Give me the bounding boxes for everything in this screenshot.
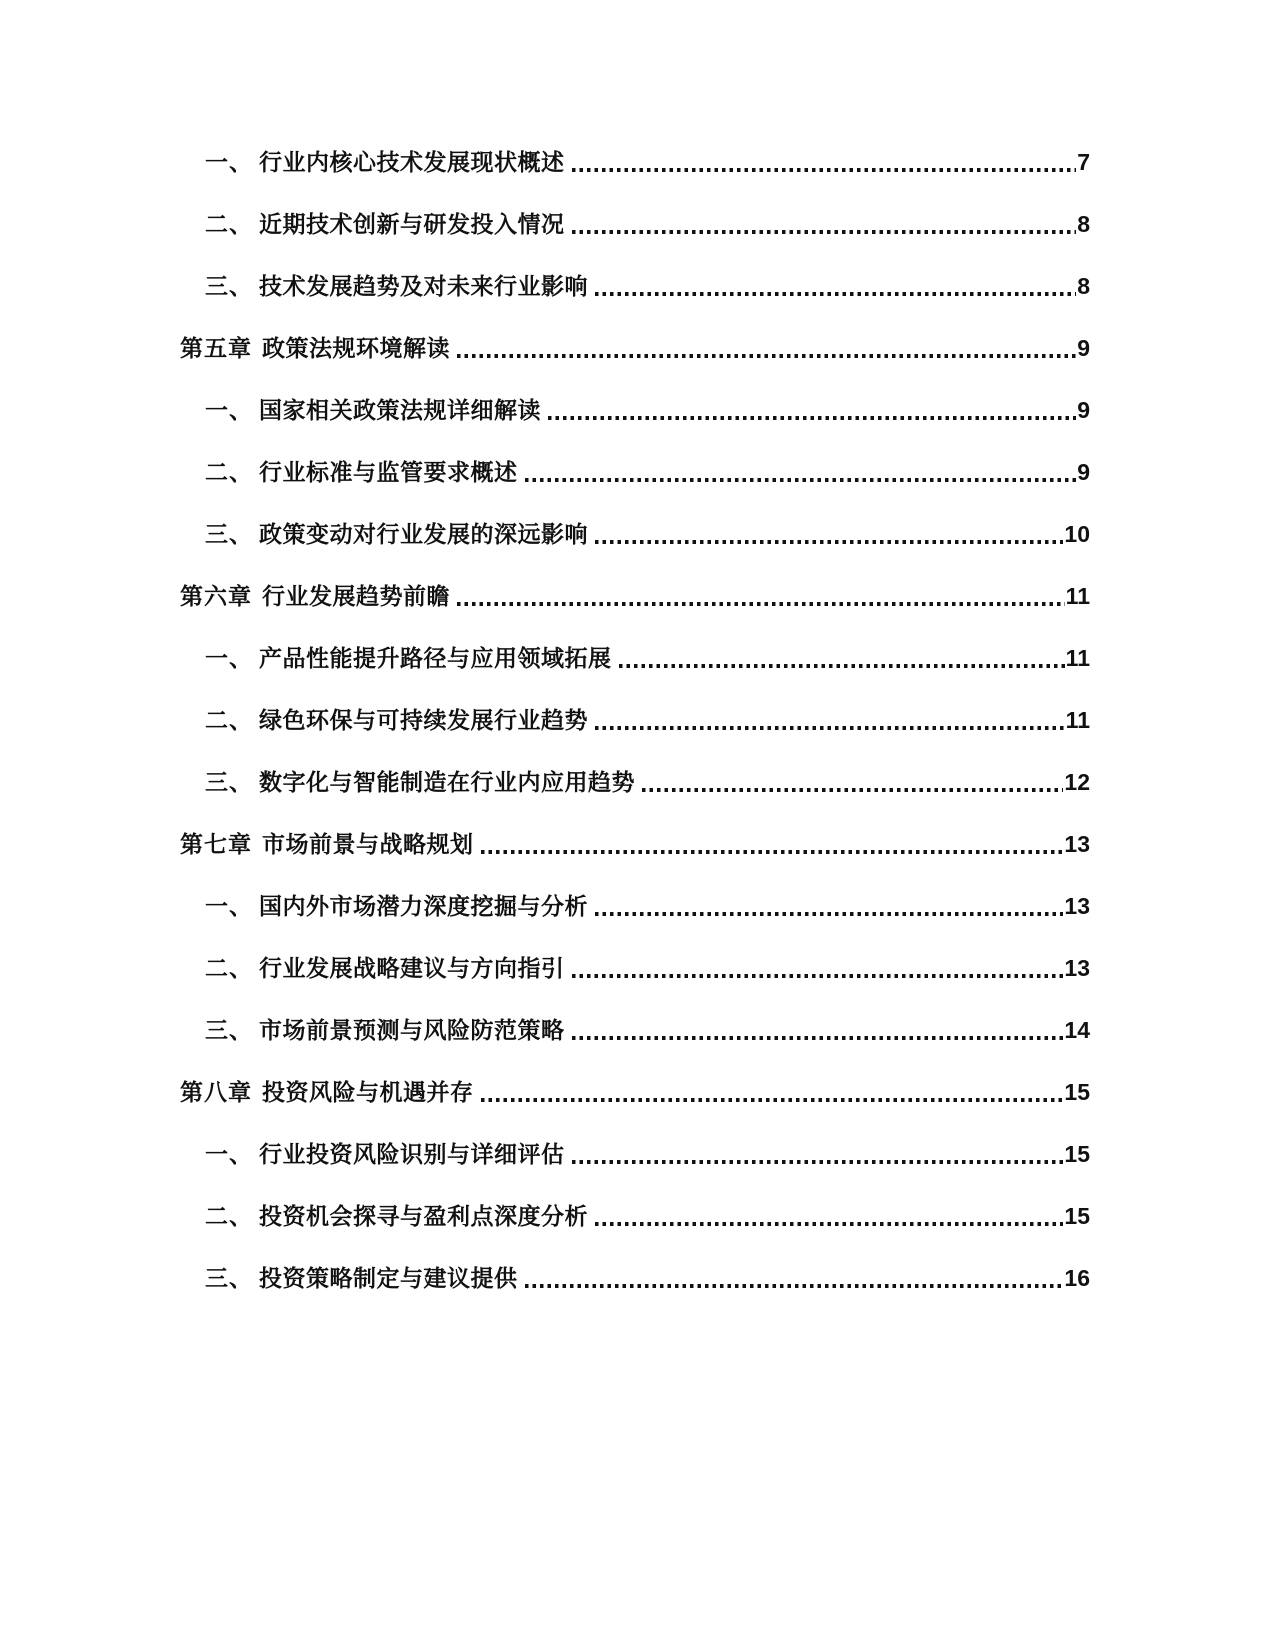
toc-dotted-leader — [481, 1098, 1064, 1102]
toc-entry-page: 10 — [1064, 521, 1090, 548]
toc-dotted-leader — [457, 602, 1065, 606]
toc-entry-chapter[interactable] — [180, 1062, 1090, 1124]
toc-entry-label: 投资策略制定与建议提供 — [259, 1265, 518, 1292]
toc-entry-page: 11 — [1065, 707, 1090, 734]
toc-entry-page: 9 — [1077, 459, 1090, 486]
toc-entry-page: 16 — [1064, 1265, 1090, 1292]
toc-entry-number: 三、 — [205, 521, 253, 548]
toc-dotted-leader — [481, 850, 1064, 854]
toc-entry-label: 产品性能提升路径与应用领域拓展 — [259, 645, 612, 672]
toc-entry-number: 二、 — [205, 955, 253, 982]
toc-entry-label: 技术发展趋势及对未来行业影响 — [259, 273, 588, 300]
toc-dotted-leader — [572, 1036, 1064, 1040]
toc-dotted-leader — [619, 664, 1065, 668]
toc-entry[interactable] — [180, 442, 1090, 504]
toc-entry[interactable] — [180, 752, 1090, 814]
toc-dotted-leader — [595, 912, 1063, 916]
toc-entry-page: 15 — [1064, 1141, 1090, 1168]
toc-entry-number: 二、 — [205, 459, 253, 486]
toc-entry[interactable] — [180, 876, 1090, 938]
toc-entry-label: 行业内核心技术发展现状概述 — [259, 149, 565, 176]
toc-entry-label: 投资机会探寻与盈利点深度分析 — [259, 1203, 588, 1230]
toc-entry-chapter[interactable] — [180, 318, 1090, 380]
toc-entry-page: 9 — [1077, 335, 1090, 362]
toc-entry-number: 二、 — [205, 1203, 253, 1230]
toc-entry-number: 三、 — [205, 1265, 253, 1292]
toc-entry-label: 行业发展战略建议与方向指引 — [259, 955, 565, 982]
toc-entry[interactable] — [180, 380, 1090, 442]
toc-dotted-leader — [572, 974, 1064, 978]
toc-dotted-leader — [595, 726, 1065, 730]
toc-entry-label: 市场前景预测与风险防范策略 — [259, 1017, 565, 1044]
toc-entry-page: 12 — [1064, 769, 1090, 796]
toc-entry-page: 13 — [1064, 893, 1090, 920]
toc-entry-label: 行业投资风险识别与详细评估 — [259, 1141, 565, 1168]
toc-entry-label: 数字化与智能制造在行业内应用趋势 — [259, 769, 635, 796]
toc-entry-label: 国内外市场潜力深度挖掘与分析 — [259, 893, 588, 920]
toc-entry-number: 二、 — [205, 211, 253, 238]
toc-entry-number: 第六章 — [180, 583, 252, 610]
toc-entry-chapter[interactable] — [180, 814, 1090, 876]
toc-dotted-leader — [525, 478, 1077, 482]
toc-entry-number: 一、 — [205, 397, 253, 424]
toc-entry-number: 一、 — [205, 1141, 253, 1168]
toc-entry-number: 第八章 — [180, 1079, 252, 1106]
toc-entry[interactable] — [180, 504, 1090, 566]
toc-entry[interactable] — [180, 1000, 1090, 1062]
toc-entry-label: 行业标准与监管要求概述 — [259, 459, 518, 486]
toc-entry[interactable] — [180, 194, 1090, 256]
toc-entry[interactable] — [180, 938, 1090, 1000]
toc-entry-page: 11 — [1065, 645, 1090, 672]
toc-entry-page: 8 — [1077, 273, 1090, 300]
toc-entry-number: 三、 — [205, 1017, 253, 1044]
toc-dotted-leader — [642, 788, 1063, 792]
toc-dotted-leader — [572, 168, 1077, 172]
toc-entry[interactable] — [180, 256, 1090, 318]
toc-entry-page: 15 — [1064, 1079, 1090, 1106]
toc-entry-number: 一、 — [205, 893, 253, 920]
toc-entry[interactable] — [180, 1248, 1090, 1310]
toc-entry-page: 9 — [1077, 397, 1090, 424]
toc-entry-page: 15 — [1064, 1203, 1090, 1230]
toc-entry-page: 11 — [1065, 583, 1090, 610]
toc-dotted-leader — [572, 1160, 1064, 1164]
toc-dotted-leader — [595, 540, 1063, 544]
toc-entry[interactable] — [180, 1124, 1090, 1186]
toc-dotted-leader — [548, 416, 1076, 420]
toc-entry-label: 投资风险与机遇并存 — [262, 1079, 474, 1106]
toc-entry-label: 政策法规环境解读 — [262, 335, 450, 362]
toc-dotted-leader — [525, 1284, 1064, 1288]
toc-dotted-leader — [572, 230, 1077, 234]
toc-entry-page: 13 — [1064, 831, 1090, 858]
toc-entry-page: 13 — [1064, 955, 1090, 982]
toc-dotted-leader — [595, 1222, 1063, 1226]
toc-entry[interactable] — [180, 628, 1090, 690]
toc-entry-label: 绿色环保与可持续发展行业趋势 — [259, 707, 588, 734]
toc-entry-number: 三、 — [205, 273, 253, 300]
toc-entry-number: 三、 — [205, 769, 253, 796]
toc-entry-page: 7 — [1077, 149, 1090, 176]
toc-entry-chapter[interactable] — [180, 566, 1090, 628]
toc-entry-number: 二、 — [205, 707, 253, 734]
toc-entry-number: 一、 — [205, 645, 253, 672]
toc-entry[interactable] — [180, 1186, 1090, 1248]
toc-entry-number: 第七章 — [180, 831, 252, 858]
toc-entry-label: 政策变动对行业发展的深远影响 — [259, 521, 588, 548]
toc-entry-label: 国家相关政策法规详细解读 — [259, 397, 541, 424]
toc-entry[interactable] — [180, 132, 1090, 194]
toc-dotted-leader — [457, 354, 1076, 358]
toc-entry-label: 市场前景与战略规划 — [262, 831, 474, 858]
toc-entry-number: 第五章 — [180, 335, 252, 362]
toc-entry-number: 一、 — [205, 149, 253, 176]
toc-entry-label: 行业发展趋势前瞻 — [262, 583, 450, 610]
toc-entry-page: 8 — [1077, 211, 1090, 238]
toc-entry[interactable] — [180, 690, 1090, 752]
toc-dotted-leader — [595, 292, 1076, 296]
toc-entry-label: 近期技术创新与研发投入情况 — [259, 211, 565, 238]
toc-entry-page: 14 — [1064, 1017, 1090, 1044]
